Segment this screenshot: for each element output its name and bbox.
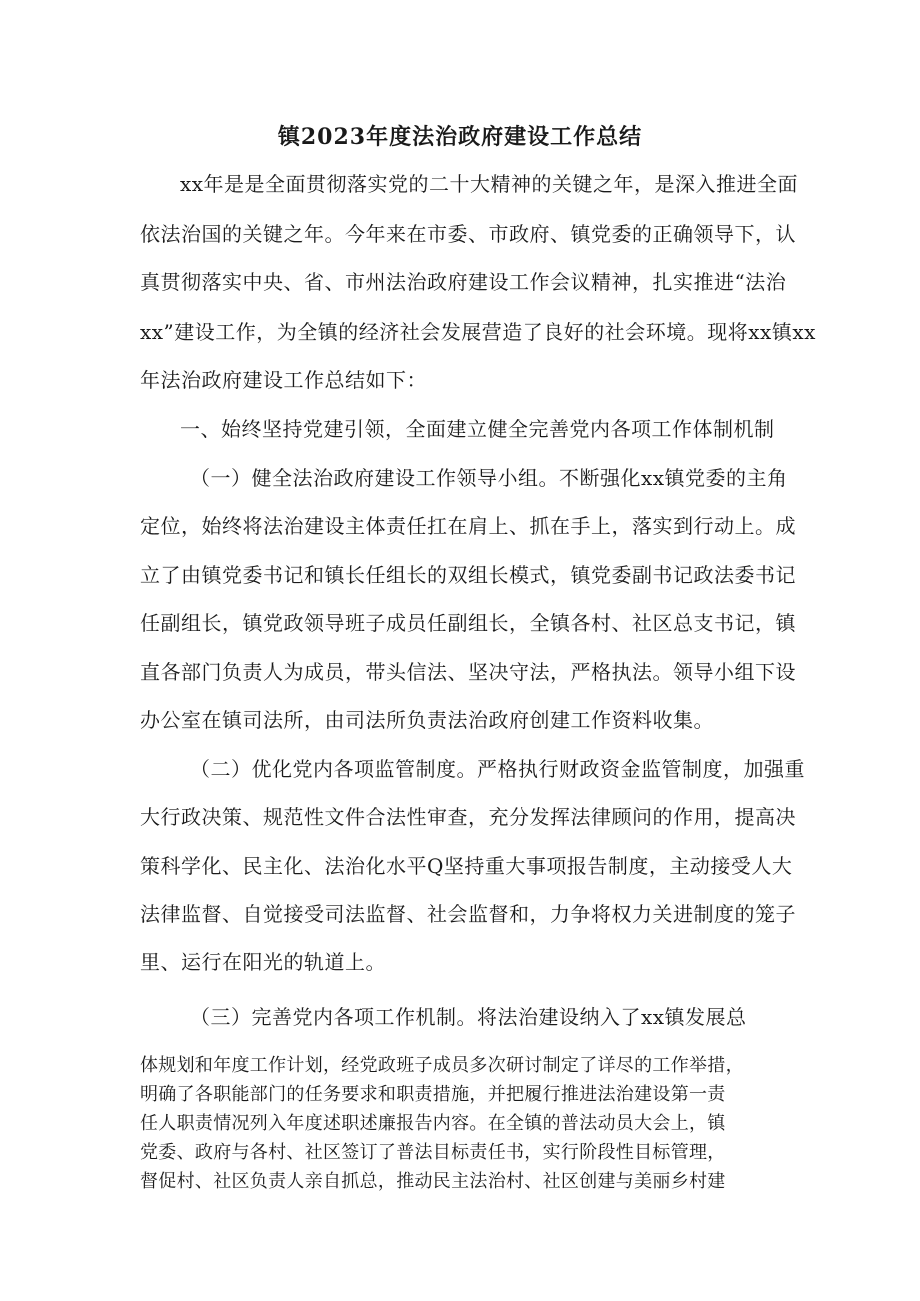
paragraph-line: 真贯彻落实中央、省、市州法治政府建设工作会议精神，扎实推进“法治: [140, 270, 787, 294]
paragraph-line: 大行政决策、规范性文件合法性审查，充分发挥法律顾问的作用，提高决: [140, 805, 796, 829]
paragraph-line: xx”建设工作，为全镇的经济社会发展营造了良好的社会环境。现将xx镇xx: [140, 320, 816, 344]
paragraph-line: 策科学化、民主化、法治化水平Q坚持重大事项报告制度，主动接受人大: [140, 854, 793, 878]
paragraph-line: 督促村、社区负责人亲自抓总，推动民主法治村、社区创建与美丽乡村建: [140, 1171, 726, 1192]
section-heading: 一、始终坚持党建引领，全面建立健全完善党内各项工作体制机制: [180, 417, 775, 441]
paragraph-line: 立了由镇党委书记和镇长任组长的双组长模式，镇党委副书记政法委书记: [140, 563, 796, 587]
paragraph-line: 体规划和年度工作计划，经党政班子成员多次研讨制定了详尽的工作举措，: [140, 1055, 744, 1076]
paragraph-line: 法律监督、自觉接受司法监督、社会监督和，力争将权力关进制度的笼子: [140, 902, 796, 926]
paragraph-line: 直各部门负责人为成员，带头信法、坚决守法，严格执法。领导小组下设: [140, 660, 796, 684]
document-title: 镇2023年度法治政府建设工作总结: [277, 124, 643, 150]
paragraph-line: 年法治政府建设工作总结如下：: [140, 368, 427, 392]
paragraph-line: 定位，始终将法治建设主体责任扛在肩上、抓在手上，落实到行动上。成: [140, 514, 796, 538]
paragraph-line: （一）健全法治政府建设工作领导小组。不断强化xx镇党委的主角: [190, 466, 788, 490]
paragraph-line: 里、运行在阳光的轨道上。: [140, 950, 386, 974]
paragraph-line: 依法治国的关键之年。今年来在市委、市政府、镇党委的正确领导下，认: [140, 222, 796, 246]
paragraph-line: 党委、政府与各村、社区签订了普法目标责任书，实行阶段性目标管理，: [140, 1142, 726, 1163]
paragraph-line: xx年是是全面贯彻落实党的二十大精神的关键之年，是深入推进全面: [180, 172, 799, 196]
paragraph-line: （二）优化党内各项监管制度。严格执行财政资金监管制度，加强重: [190, 757, 805, 781]
paragraph-line: 任人职责情况列入年度述职述廉报告内容。在全镇的普法动员大会上，镇: [140, 1113, 726, 1134]
paragraph-line: 明确了各职能部门的任务要求和职责措施，并把履行推进法治建设第一责: [140, 1084, 726, 1105]
paragraph-line: 办公室在镇司法所，由司法所负责法治政府创建工作资料收集。: [140, 708, 714, 732]
paragraph-line: 任副组长，镇党政领导班子成员任副组长，全镇各村、社区总支书记，镇: [140, 611, 796, 635]
paragraph-line: （三）完善党内各项工作机制。将法治建设纳入了xx镇发展总: [190, 1005, 747, 1029]
